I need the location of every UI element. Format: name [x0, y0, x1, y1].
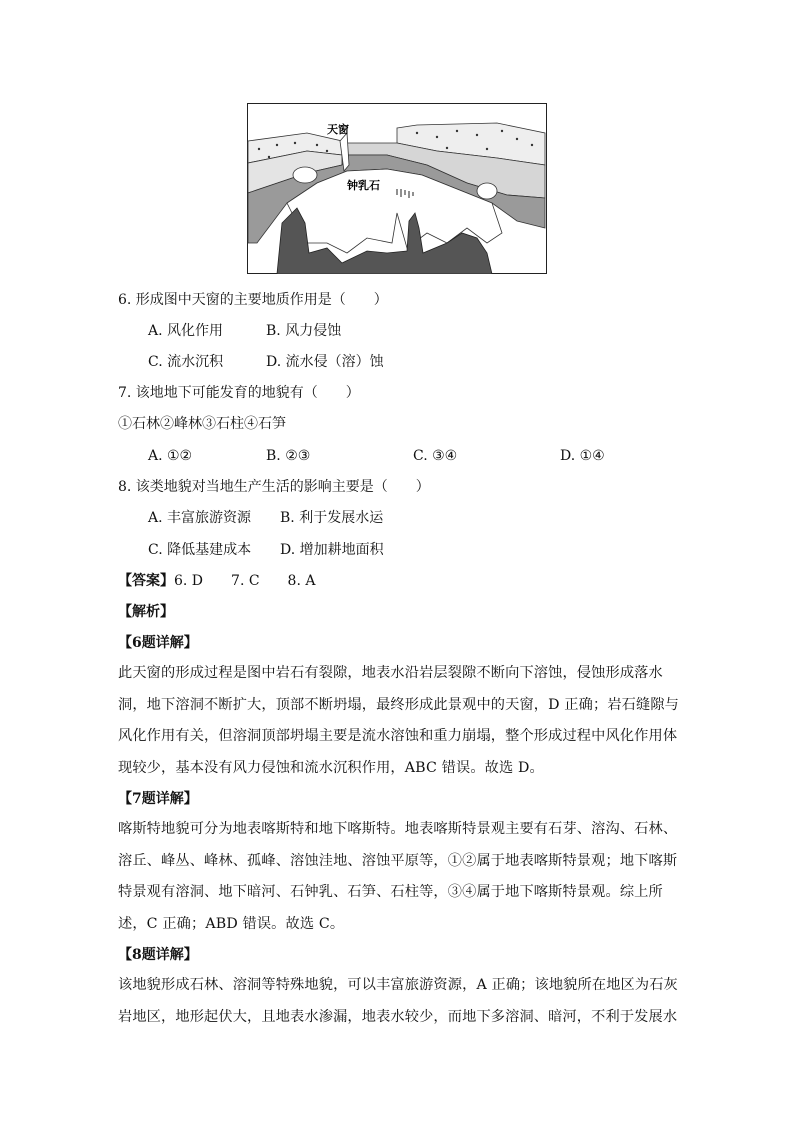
q7-option-a: A. ①②	[148, 448, 193, 464]
q6-stem: 6. 形成图中天窗的主要地质作用是（ ）	[118, 292, 388, 308]
small-cavity-left	[293, 167, 317, 183]
section-6-line: 此天窗的形成过程是图中岩石有裂隙，地表水沿岩层裂隙不断向下溶蚀，侵蚀形成落水	[118, 665, 663, 681]
section-6-body	[118, 658, 678, 784]
section-8-line: 该地貌形成石林、溶洞等特殊地貌，可以丰富旅游资源，A 正确；该地貌所在地区为石灰	[118, 977, 678, 993]
analysis-label: 【解析】	[118, 604, 174, 620]
section-7-body	[118, 814, 678, 940]
section-8-line: 岩地区，地形起伏大，且地表水渗漏，地表水较少，而地下多溶洞、暗河，不利于发展水	[118, 1008, 678, 1025]
section-8-title: 【8题详解】	[118, 947, 198, 963]
answer-label: 【答案】	[118, 573, 174, 589]
section-6-line: 风化作用有关，但溶洞顶部坍塌主要是流水溶蚀和重力崩塌，整个形成过程中风化作用体	[118, 728, 678, 744]
answer-line	[118, 571, 315, 591]
q6-option-a: A. 风化作用	[148, 323, 224, 339]
section-6-line: 洞，地下溶洞不断扩大，顶部不断坍塌，最终形成此景观中的天窗，D 正确；岩石缝隙与	[118, 696, 680, 713]
section-6-line: 现较少，基本没有风力侵蚀和流水沉积作用，ABC 错误。故选 D。	[118, 759, 544, 776]
section-6-title: 【6题详解】	[118, 635, 198, 651]
small-cavity-right	[477, 183, 497, 199]
q6-option-b: B. 风力侵蚀	[266, 323, 342, 339]
q8-option-d: D. 增加耕地面积	[280, 542, 384, 558]
section-7-line: 述，C 正确；ABD 错误。故选 C。	[118, 915, 345, 932]
q6-option-c: C. 流水沉积	[148, 354, 224, 370]
section-7-line: 特景观有溶洞、地下暗河、石钟乳、石笋、石柱等，③④属于地下喀斯特景观。综上所	[118, 884, 663, 900]
section-8-body	[118, 970, 678, 1033]
skylight-label: 天窗	[327, 123, 349, 136]
q7-option-b: B. ②③	[266, 448, 311, 464]
cave-diagram	[247, 103, 547, 274]
q8-stem: 8. 该类地貌对当地生产生活的影响主要是（ ）	[118, 479, 430, 495]
section-7-line: 喀斯特地貌可分为地表喀斯特和地下喀斯特。地表喀斯特景观主要有石芽、溶沟、石林、	[118, 821, 678, 837]
q7-option-d: D. ①④	[560, 448, 605, 464]
q8-option-c: C. 降低基建成本	[148, 542, 252, 558]
answer-values: 6. D 7. C 8. A	[174, 573, 316, 589]
karst-cave-figure	[247, 103, 547, 274]
q8-option-b: B. 利于发展水运	[280, 510, 384, 526]
section-7-title: 【7题详解】	[118, 791, 198, 807]
q6-option-d: D. 流水侵（溶）蚀	[266, 354, 384, 370]
q7-stem: 7. 该地地下可能发育的地貌有（ ）	[118, 385, 360, 401]
stalactite-label: 钟乳石	[347, 179, 380, 192]
q7-items: ①石林②峰林③石柱④石笋	[118, 416, 286, 432]
q7-option-c: C. ③④	[413, 448, 458, 464]
section-7-line: 溶丘、峰丛、峰林、孤峰、溶蚀洼地、溶蚀平原等，①②属于地表喀斯特景观；地下喀斯	[118, 852, 678, 869]
q8-option-a: A. 丰富旅游资源	[148, 510, 252, 526]
